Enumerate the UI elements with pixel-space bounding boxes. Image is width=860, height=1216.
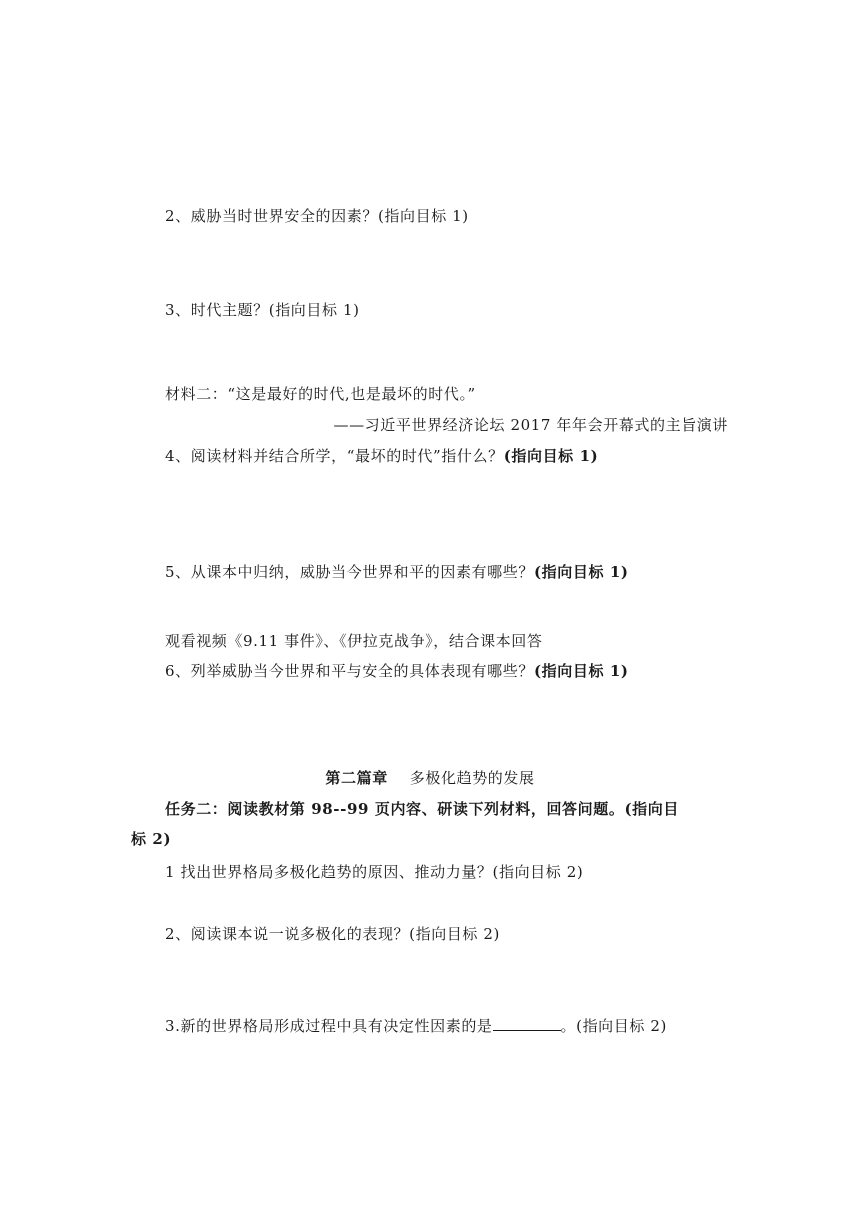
question-2 (165, 206, 469, 226)
chapter-2-question-2 (165, 924, 500, 944)
chapter-2-question-3-target: 。(指向目标 2) (560, 1017, 667, 1035)
task-2-text-2: 标 2) (131, 830, 172, 848)
task-2-line-2 (131, 829, 171, 849)
question-3 (165, 300, 360, 320)
chapter-2-question-3-text: 3.新的世界格局形成过程中具有决定性因素的是 (165, 1017, 493, 1035)
question-6-target: (指向目标 1) (533, 662, 629, 680)
material-2 (165, 384, 476, 404)
question-2-text: 2、威胁当时世界安全的因素？(指向目标 1) (165, 207, 469, 225)
question-5-text: 5、从课本中归纳，威胁当今世界和平的因素有哪些？ (165, 563, 534, 581)
question-5 (165, 562, 629, 582)
question-6 (165, 661, 629, 681)
chapter-2-heading (0, 768, 860, 788)
question-6-text: 6、列举威胁当今世界和平与安全的具体表现有哪些？ (165, 662, 534, 680)
task-2-line-1 (165, 799, 679, 819)
chapter-2-question-1-text: 1 找出世界格局多极化趋势的原因、推动力量？(指向目标 2) (165, 863, 584, 881)
material-2-source-text: ——习近平世界经济论坛 2017 年年会开幕式的主旨演讲 (333, 416, 728, 434)
task-2-text-1: 任务二：阅读教材第 98--99 页内容、研读下列材料，回答问题。(指向目 (165, 800, 679, 818)
chapter-2-heading-bold: 第二篇章 (325, 769, 388, 787)
question-5-target: (指向目标 1) (533, 563, 629, 581)
question-4-target: (指向目标 1) (503, 447, 599, 465)
video-note-text: 观看视频《9.11 事件》、《伊拉克战争》，结合课本回答 (165, 632, 543, 650)
chapter-2-question-2-text: 2、阅读课本说一说多极化的表现？(指向目标 2) (165, 925, 500, 943)
answer-blank[interactable] (493, 1016, 561, 1031)
question-4-text: 4、阅读材料并结合所学，“最坏的时代”指什么？ (165, 447, 504, 465)
question-4 (165, 446, 598, 466)
video-note (165, 631, 542, 651)
question-3-text: 3、时代主题？(指向目标 1) (165, 301, 360, 319)
material-2-text: 材料二：“这是最好的时代,也是最坏的时代。” (165, 385, 476, 403)
chapter-2-question-1 (165, 862, 583, 882)
chapter-2-question-3 (165, 1016, 667, 1036)
material-2-source (333, 415, 728, 435)
chapter-2-heading-title: 多极化趋势的发展 (409, 769, 535, 787)
